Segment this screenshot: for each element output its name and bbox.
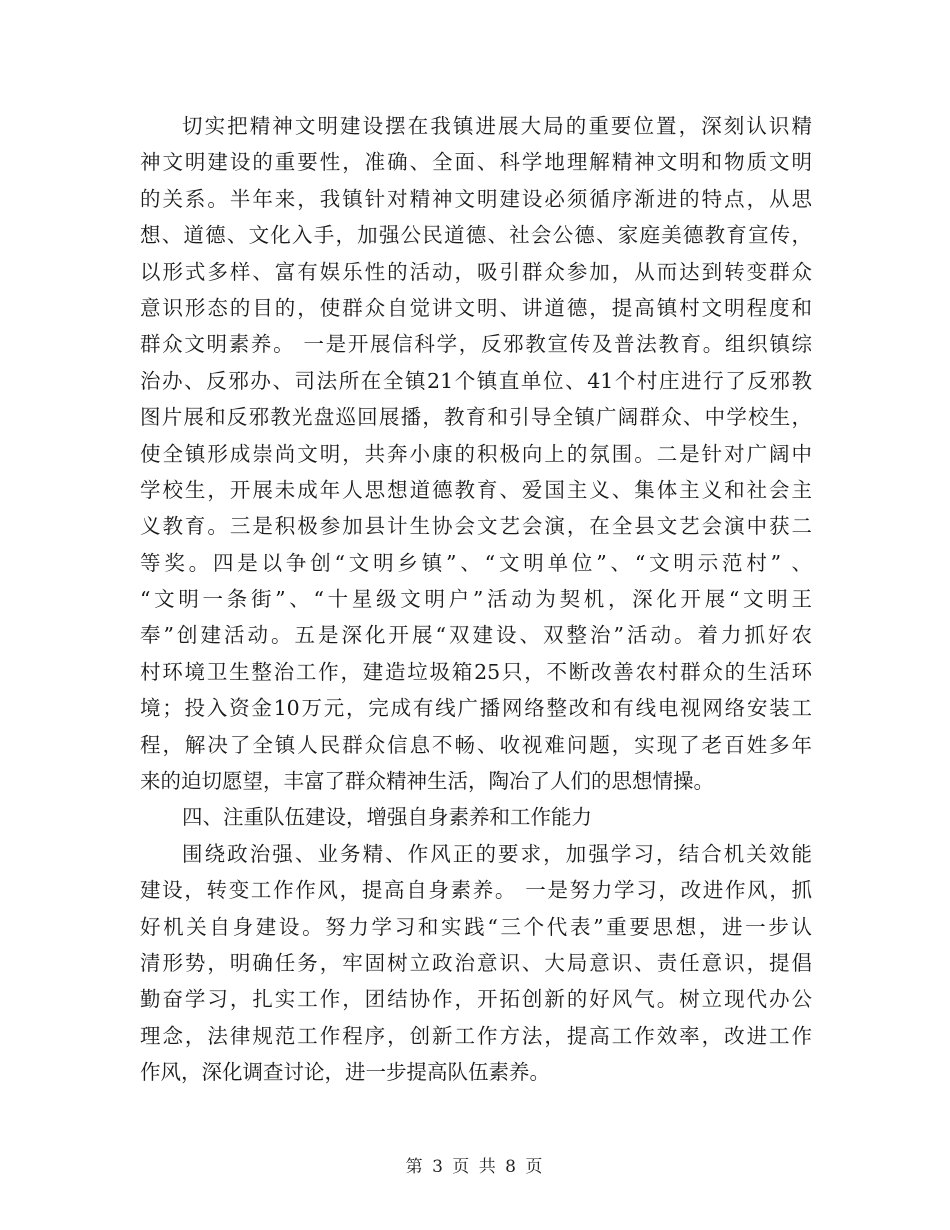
page-number-footer: 第 3 页 共 8 页 (405, 1157, 545, 1177)
paragraph-line: 奉”创建活动。五是深化开展“双建设、双整治”活动。着力抓好农 (140, 623, 812, 648)
paragraph-line: 勤奋学习，扎实工作，团结协作，开拓创新的好风气。树立现代办公 (140, 987, 812, 1012)
paragraph-line: 程，解决了全镇人民群众信息不畅、收视难问题，实现了老百姓多年 (140, 732, 812, 757)
paragraph-line: 好机关自身建设。努力学习和实践“三个代表”重要思想，进一步认 (140, 914, 812, 939)
paragraph-line: 来的迫切愿望，丰富了群众精神生活，陶冶了人们的思想情操。 (140, 769, 714, 794)
paragraph-line: 切实把精神文明建设摆在我镇进展大局的重要位置，深刻认识精 (182, 114, 812, 138)
paragraph-line: 等奖。四是以争创“文明乡镇”、“文明单位”、“文明示范村” 、 (140, 550, 812, 575)
paragraph-line: 义教育。三是积极参加县计生协会文艺会演，在全县文艺会演中获二 (140, 514, 812, 539)
paragraph-line: 使全镇形成崇尚文明，共奔小康的积极向上的氛围。二是针对广阔中 (140, 441, 812, 466)
paragraph-line: 境；投入资金10万元，完成有线广播网络整改和有线电视网络安装工 (140, 696, 812, 721)
paragraph-line: 图片展和反邪教光盘巡回展播，教育和引导全镇广阔群众、中学校生， (140, 405, 812, 430)
paragraph-line: 学校生，开展未成年人思想道德教育、爱国主义、集体主义和社会主 (140, 477, 812, 502)
paragraph-line: 治办、反邪办、司法所在全镇21个镇直单位、41个村庄进行了反邪教 (140, 368, 812, 393)
paragraph-line: 以形式多样、富有娱乐性的活动，吸引群众参加，从而达到转变群众 (140, 259, 812, 284)
paragraph-line: 村环境卫生整治工作，建造垃圾箱25只，不断改善农村群众的生活环 (140, 659, 812, 684)
paragraph-line: 神文明建设的重要性，准确、全面、科学地理解精神文明和物质文明 (140, 150, 812, 175)
paragraph-line: 理念，法律规范工作程序，创新工作方法，提高工作效率，改进工作 (140, 1023, 812, 1048)
document-body (140, 108, 812, 1091)
paragraph-line: 作风，深化调查讨论，进一步提高队伍素养。 (140, 1060, 550, 1085)
paragraph-line: 围绕政治强、业务精、作风正的要求，加强学习，结合机关效能 (182, 841, 812, 866)
paragraph-line: 清形势，明确任务，牢固树立政治意识、大局意识、责任意识，提倡 (140, 950, 812, 975)
paragraph-line: 的关系。半年来，我镇针对精神文明建设必须循序渐进的特点，从思 (140, 186, 812, 211)
paragraph-line: “文明一条街”、“十星级文明户”活动为契机，深化开展“文明王 (140, 587, 812, 612)
paragraph-line: 建设，转变工作作风，提高自身素养。 一是努力学习，改进作风，抓 (140, 878, 812, 903)
paragraph-line: 意识形态的目的，使群众自觉讲文明、讲道德，提高镇村文明程度和 (140, 295, 812, 320)
paragraph-line: 想、道德、文化入手，加强公民道德、社会公德、家庭美德教育宣传， (140, 223, 812, 248)
section-heading: 四、注重队伍建设，增强自身素养和工作能力 (182, 805, 592, 830)
paragraph-line: 群众文明素养。 一是开展信科学，反邪教宣传及普法教育。组织镇综 (140, 332, 812, 357)
